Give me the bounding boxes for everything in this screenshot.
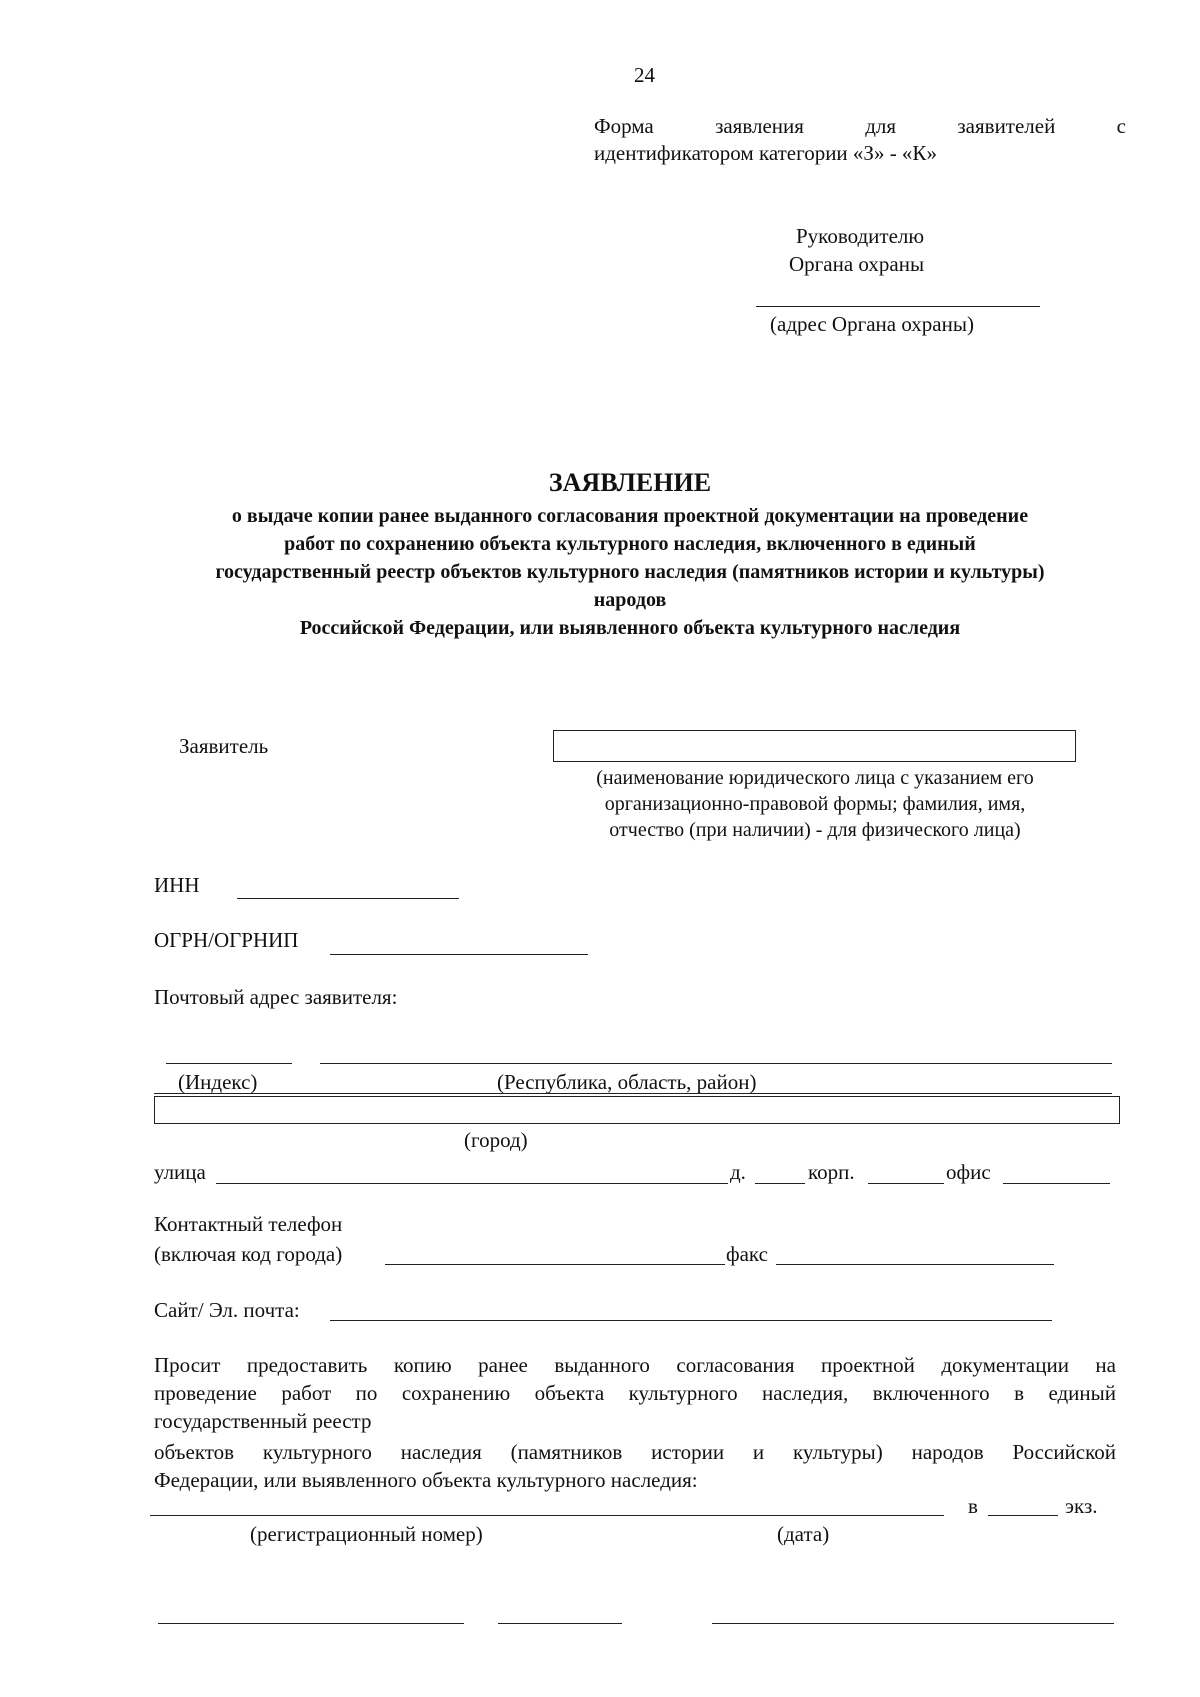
form-word: для bbox=[865, 114, 897, 138]
form-word: заявителей bbox=[957, 114, 1056, 138]
building-label: корп. bbox=[808, 1160, 855, 1184]
request-line: объектов культурного наследия (памятников истории и культуры) народов Российской bbox=[154, 1440, 1116, 1464]
form-type-line2: идентификатором категории «З» - «К» bbox=[594, 141, 937, 165]
form-type-line1 bbox=[594, 114, 1126, 139]
form-word: заявления bbox=[715, 114, 804, 138]
registration-date-field[interactable] bbox=[150, 1515, 944, 1516]
form-word: Форма bbox=[594, 114, 654, 138]
ogrn-label: ОГРН/ОГРНИП bbox=[154, 928, 299, 952]
inn-field[interactable] bbox=[237, 898, 459, 899]
building-field[interactable] bbox=[868, 1183, 944, 1184]
title-line: работ по сохранению объекта культурного наследия, включенного в единый bbox=[284, 533, 976, 555]
applicant-caption: организационно-правовой формы; фамилия, имя, bbox=[604, 793, 1026, 815]
ogrn-field[interactable] bbox=[330, 954, 588, 955]
site-label: Сайт/ Эл. почта: bbox=[154, 1298, 300, 1322]
request-line: проведение работ по сохранению объекта культурного наследия, включенного в единый bbox=[154, 1381, 1116, 1405]
request-line: Просит предоставить копию ранее выданного согласования проектной документации на bbox=[154, 1353, 1116, 1377]
office-field[interactable] bbox=[1003, 1183, 1110, 1184]
signature-field[interactable] bbox=[498, 1623, 622, 1624]
addressee-line2: Органа охраны bbox=[789, 252, 925, 276]
copies-prefix: в bbox=[968, 1494, 978, 1518]
address-underline[interactable] bbox=[756, 306, 1040, 307]
street-label: улица bbox=[154, 1160, 206, 1184]
applicant-caption: (наименование юридического лица с указанием его bbox=[596, 767, 1034, 789]
postal-region-field[interactable] bbox=[320, 1063, 1112, 1064]
copies-suffix: экз. bbox=[1065, 1494, 1098, 1518]
phone-label-1: Контактный телефон bbox=[154, 1212, 343, 1236]
applicant-caption: отчество (при наличии) - для физического лица) bbox=[609, 819, 1021, 841]
addressee-line1: Руководителю bbox=[796, 224, 925, 248]
fax-label: факс bbox=[726, 1242, 768, 1266]
region-caption: (Республика, область, район) bbox=[497, 1070, 757, 1094]
request-line: государственный реестр bbox=[154, 1409, 372, 1433]
postal-label: Почтовый адрес заявителя: bbox=[154, 985, 398, 1009]
request-line: Федерации, или выявленного объекта культурного наследия: bbox=[154, 1468, 698, 1492]
site-email-field[interactable] bbox=[330, 1320, 1052, 1321]
fax-field[interactable] bbox=[776, 1264, 1054, 1265]
house-field[interactable] bbox=[755, 1183, 805, 1184]
index-caption: (Индекс) bbox=[178, 1070, 258, 1094]
signature-name-field[interactable] bbox=[712, 1623, 1114, 1624]
title-line: народов bbox=[593, 589, 667, 611]
address-caption: (адрес Органа охраны) bbox=[770, 312, 974, 336]
form-word: с bbox=[1116, 114, 1126, 138]
caption-underline bbox=[154, 1093, 1112, 1094]
phone-label-2: (включая код города) bbox=[154, 1242, 343, 1266]
registration-caption: (регистрационный номер) bbox=[250, 1522, 483, 1546]
date-caption: (дата) bbox=[777, 1522, 830, 1546]
postal-index-field[interactable] bbox=[166, 1063, 292, 1064]
office-label: офис bbox=[946, 1160, 991, 1184]
title-line: государственный реестр объектов культурного наследия (памятников истории и культуры) bbox=[215, 561, 1045, 583]
phone-field[interactable] bbox=[385, 1264, 725, 1265]
title-line: о выдаче копии ранее выданного согласования проектной документации на проведение bbox=[231, 505, 1029, 527]
title-line: Российской Федерации, или выявленного объекта культурного наследия bbox=[299, 617, 961, 639]
city-field[interactable] bbox=[154, 1096, 1120, 1124]
copies-count-field[interactable] bbox=[988, 1515, 1058, 1516]
street-field[interactable] bbox=[216, 1183, 728, 1184]
house-label: д. bbox=[730, 1160, 746, 1184]
statement-heading: ЗАЯВЛЕНИЕ bbox=[548, 468, 712, 497]
applicant-label: Заявитель bbox=[179, 734, 269, 758]
signature-position-field[interactable] bbox=[158, 1623, 464, 1624]
applicant-name-field[interactable] bbox=[553, 730, 1076, 762]
page-number: 24 bbox=[634, 63, 655, 87]
city-caption: (город) bbox=[464, 1128, 528, 1152]
inn-label: ИНН bbox=[154, 873, 200, 897]
